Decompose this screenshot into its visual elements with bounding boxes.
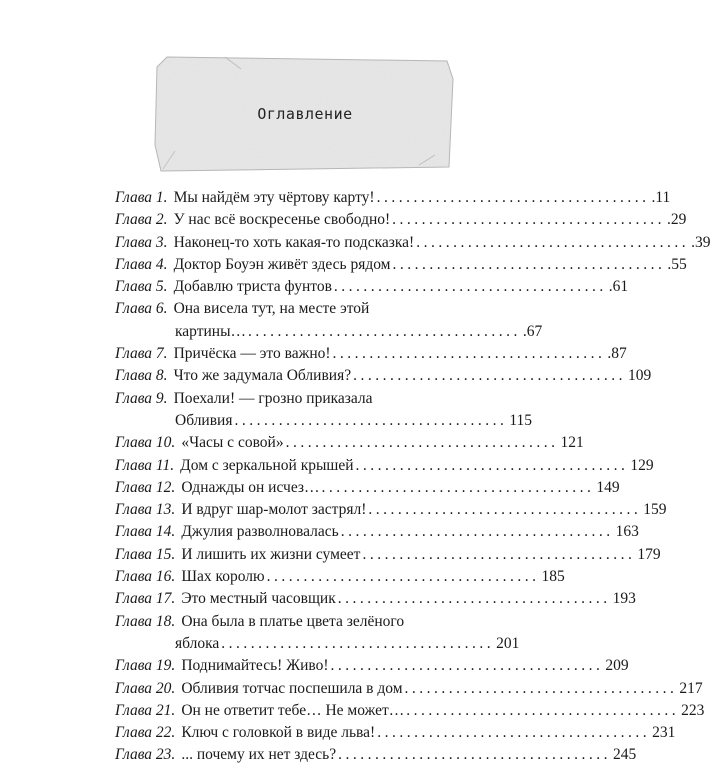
chapter-title: Ключ с головкой в виде льва! — [181, 724, 376, 742]
chapter-title: Что же задумала Обливия? — [173, 367, 352, 385]
chapter-title: яблока — [175, 634, 220, 652]
page-number: 163 — [615, 523, 639, 541]
dot-leader: ..................................... — [234, 411, 508, 429]
toc-entry — [115, 432, 584, 454]
toc-entry — [115, 388, 495, 410]
chapter-title: Поднимайтесь! Живо! — [181, 657, 329, 675]
chapter-label: Глава 22. — [115, 724, 176, 742]
toc-entry — [115, 187, 671, 209]
page-number: .11 — [651, 189, 671, 206]
toc-entry — [115, 744, 637, 766]
chapter-label: Глава 19. — [115, 657, 176, 675]
page-number: .61 — [608, 278, 629, 296]
toc-entry — [115, 232, 710, 254]
chapter-label: Глава 1. — [115, 189, 168, 206]
chapter-label: Глава 11. — [115, 456, 175, 474]
toc-entry — [115, 477, 620, 499]
dot-leader: ..................................... — [330, 657, 604, 675]
page-number: 185 — [541, 568, 565, 586]
dot-leader: ..................................... — [416, 233, 690, 251]
chapter-label: Глава 20. — [115, 679, 176, 697]
dot-leader: ..................................... — [338, 746, 612, 764]
toc-entry — [115, 611, 495, 633]
page-number: 193 — [612, 590, 636, 608]
chapter-title: Мы найдём эту чёртову карту! — [173, 189, 375, 206]
toc-entry — [115, 321, 543, 343]
page-number: 159 — [643, 501, 667, 519]
page-number: 109 — [627, 367, 652, 385]
page-number: 201 — [496, 634, 520, 652]
toc-entry — [115, 566, 565, 588]
page-number: 149 — [596, 478, 620, 496]
page-number: 223 — [681, 701, 705, 719]
page-title: Оглавление — [257, 105, 353, 123]
chapter-title: Он не ответит тебе… Не может… — [181, 701, 405, 719]
page-number: 179 — [637, 545, 661, 563]
chapter-label: Глава 12. — [115, 478, 176, 496]
toc-entry — [115, 499, 667, 521]
chapter-title: Обливия тотчас поспешила в дом — [181, 679, 403, 697]
chapter-label: Глава 4. — [115, 255, 168, 273]
dot-leader: ..................................... — [392, 255, 666, 273]
page-number: 245 — [613, 746, 637, 764]
toc-entry — [115, 410, 533, 432]
page-number: 217 — [679, 679, 703, 697]
dot-leader: ..................................... — [392, 211, 666, 229]
dot-leader: ..................................... — [221, 634, 495, 652]
dot-leader: ..................................... — [376, 189, 650, 206]
toc-entry — [115, 588, 636, 610]
dot-leader: ..................................... — [355, 456, 629, 474]
toc-entry — [115, 700, 705, 722]
dot-leader: ..................................... — [248, 322, 521, 340]
chapter-title: Однажды он исчез… — [181, 478, 320, 496]
toc-entry — [115, 343, 627, 365]
dot-leader: ..................................... — [377, 724, 651, 742]
chapter-title: Добавлю триста фунтов — [173, 278, 332, 296]
chapter-title: Обливия — [175, 411, 233, 429]
chapter-label: Глава 17. — [115, 590, 176, 608]
toc-entry — [115, 633, 520, 655]
toc-entry — [115, 521, 639, 543]
dot-leader: ..................................... — [353, 367, 626, 385]
toc-entry — [115, 544, 661, 566]
dot-leader: ..................................... — [333, 278, 607, 296]
chapter-label: Глава 16. — [115, 568, 176, 586]
dot-leader: ..................................... — [404, 679, 678, 697]
dot-leader: ..................................... — [406, 701, 680, 719]
page-number: 129 — [630, 456, 654, 474]
chapter-title: ... почему их нет здесь? — [181, 746, 337, 764]
chapter-title: Шах королю — [181, 568, 265, 586]
chapter-title: Причёска — это важно! — [173, 345, 331, 363]
toc-entry — [115, 678, 703, 700]
chapter-title: И вдруг шар-молот застрял! — [181, 501, 367, 519]
chapter-title: Наконец-то хоть какая-то подсказка! — [173, 233, 415, 251]
toc-entry — [115, 722, 676, 744]
chapter-label: Глава 5. — [115, 278, 168, 296]
toc-entry — [115, 254, 687, 276]
chapter-label: Глава 21. — [115, 701, 176, 719]
chapter-label: Глава 14. — [115, 523, 176, 541]
toc-entry — [115, 298, 495, 320]
page-number: 231 — [652, 724, 676, 742]
toc-entry — [115, 455, 654, 477]
chapter-label: Глава 13. — [115, 501, 176, 519]
chapter-title: Доктор Боуэн живёт здесь рядом — [173, 255, 391, 273]
page-number: .29 — [667, 211, 687, 229]
chapter-title: Поехали! — грозно приказала — [173, 389, 373, 407]
dot-leader: ..................................... — [340, 523, 614, 541]
toc-entry — [115, 655, 629, 677]
page-number: 209 — [605, 657, 629, 675]
chapter-label: Глава 3. — [115, 233, 168, 251]
chapter-title: Джулия разволновалась — [181, 523, 339, 541]
chapter-label: Глава 6. — [115, 300, 168, 318]
chapter-title: Дом с зеркальной крышей — [180, 456, 354, 474]
chapter-label: Глава 2. — [115, 211, 168, 229]
chapter-title: картины… — [175, 322, 246, 340]
table-of-contents — [115, 187, 710, 767]
dot-leader: ..................................... — [368, 501, 642, 519]
toc-entry — [115, 209, 687, 231]
toc-entry — [115, 276, 629, 298]
chapter-label: Глава 18. — [115, 612, 176, 630]
chapter-label: Глава 15. — [115, 545, 176, 563]
page-number: .39 — [691, 233, 710, 251]
chapter-title: «Часы с совой» — [181, 434, 284, 452]
dot-leader: ..................................... — [337, 590, 611, 608]
chapter-label: Глава 7. — [115, 345, 168, 363]
chapter-title: У нас всё воскресенье свободно! — [173, 211, 391, 229]
dot-leader: ..................................... — [332, 345, 606, 363]
chapter-title: И лишить их жизни сумеет — [181, 545, 361, 563]
title-banner — [155, 55, 455, 175]
chapter-title: Она была в платье цвета зелёного — [181, 612, 405, 630]
dot-leader: ..................................... — [321, 478, 595, 496]
dot-leader: ..................................... — [362, 545, 636, 563]
chapter-title: Это местный часовщик — [181, 590, 336, 608]
dot-leader: ..................................... — [285, 434, 559, 452]
page-number: 121 — [560, 434, 584, 452]
page-number: .67 — [522, 322, 543, 340]
page-number: .87 — [607, 345, 627, 363]
chapter-label: Глава 9. — [115, 389, 168, 407]
chapter-label: Глава 10. — [115, 434, 176, 452]
dot-leader: ..................................... — [266, 568, 540, 586]
toc-entry — [115, 365, 652, 387]
chapter-label: Глава 8. — [115, 367, 168, 385]
page-number: 115 — [509, 411, 533, 429]
chapter-label: Глава 23. — [115, 746, 176, 764]
chapter-title: Она висела тут, на месте этой — [173, 300, 370, 318]
page-number: .55 — [667, 255, 687, 273]
